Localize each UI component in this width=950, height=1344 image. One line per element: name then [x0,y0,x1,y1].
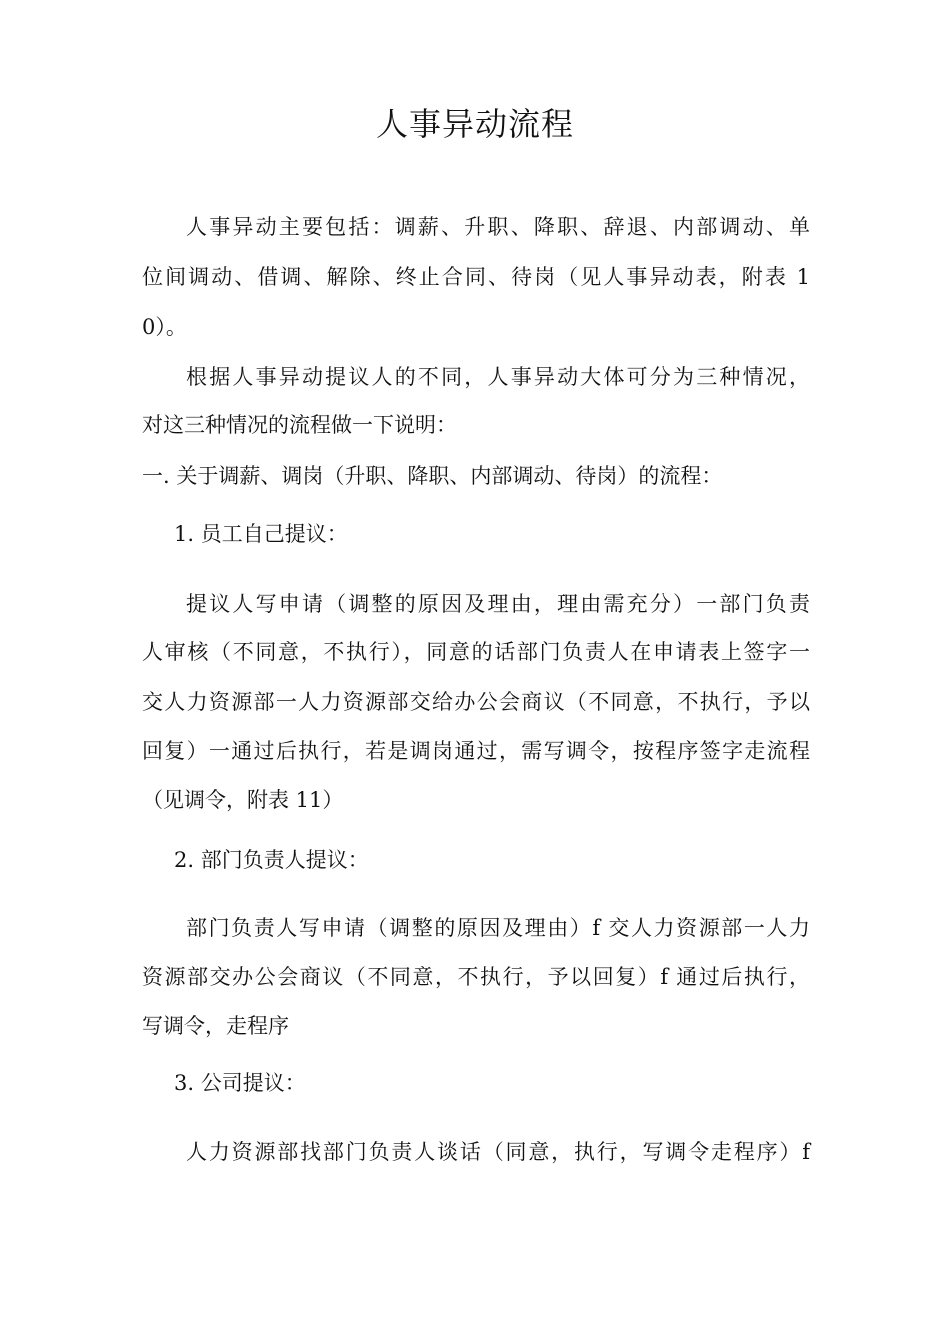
item1-line-4: 回复）一通过后执行，若是调岗通过，需写调令，按程序签字走流程 [142,739,810,763]
item1-heading: 1. 员工自己提议： [174,522,348,546]
item2-heading: 2. 部门负责人提议： [174,848,369,872]
intro-line-2: 位间调动、借调、解除、终止合同、待岗（见人事异动表，附表 1 [142,265,810,289]
item2-line-1: 部门负责人写申请（调整的原因及理由）f 交人力资源部一人力 [186,916,810,940]
item1-line-5: （见调令，附表 11） [142,788,344,812]
item3-line-1: 人力资源部找部门负责人谈话（同意，执行，写调令走程序）f [186,1140,810,1164]
item3-heading: 3. 公司提议： [174,1071,306,1095]
intro-line-1: 人事异动主要包括：调薪、升职、降职、辞退、内部调动、单 [186,215,810,239]
section1-heading: 一. 关于调薪、调岗（升职、降职、内部调动、待岗）的流程： [142,464,723,488]
item1-line-1: 提议人写申请（调整的原因及理由，理由需充分）一部门负责 [186,592,810,616]
item1-line-3: 交人力资源部一人力资源部交给办公会商议（不同意，不执行，予以 [142,690,810,714]
para2-line-2: 对这三种情况的流程做一下说明： [142,413,457,437]
item2-line-3: 写调令，走程序 [142,1014,289,1038]
para2-line-1: 根据人事异动提议人的不同，人事异动大体可分为三种情况， [186,365,810,389]
item2-line-2: 资源部交办公会商议（不同意，不执行，予以回复）f 通过后执行， [142,965,810,989]
page-title: 人事异动流程 [375,105,574,143]
item1-line-2: 人审核（不同意，不执行），同意的话部门负责人在申请表上签字一 [142,640,810,664]
intro-line-3: 0）。 [142,315,187,339]
